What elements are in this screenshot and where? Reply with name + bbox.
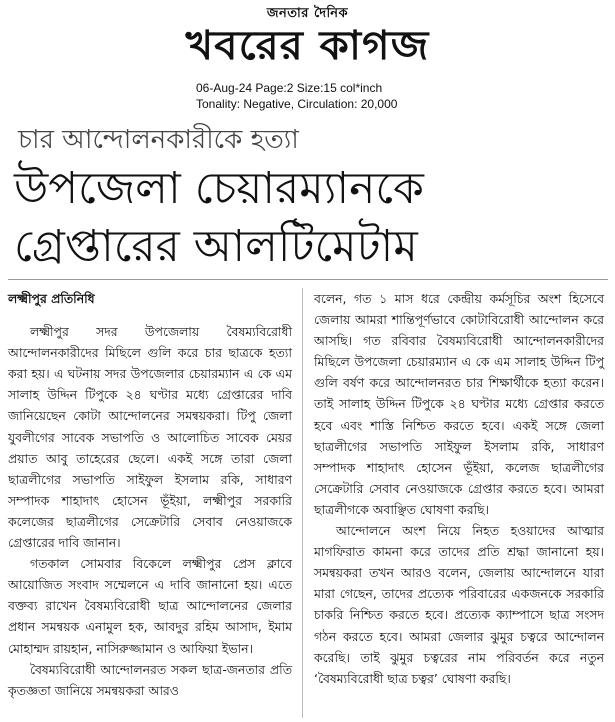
byline: লক্ষ্মীপুর প্রতিনিধি: [8, 291, 95, 306]
body-paragraph: গতকাল সোমবার বিকেলে লক্ষ্মীপুর প্রেস ক্লাবে আয়োজিত সংবাদ সম্মেলনে এ দাবি জানানো হয়। এতে বক্তব্য রাখেন বৈষম্যবিরোধী ছাত্র আন্দোলনের জেলার প্রধান সমন্বয়ক এনামুল হক, আবদুর রহিম আসাদ, ইমাম মোহাম্মদ রায়হান, নাসিরুজ্জামান ও আফিয়া ইভান।: [8, 556, 292, 656]
body-paragraph: লক্ষ্মীপুর সদর উপজেলায় বৈষম্যবিরোধী আন্দোলনকারীদের মিছিলে গুলি করে চার ছাত্রকে হত্যা করা হয়। এ ঘটনায় সদর উপজেলার চেয়ারম্যান এ কে এম সালাহ উদ্দিন টিপুকে ২৪ ঘণ্টার মধ্যে গ্রেপ্তারের দাবি জানিয়েছেন কোটা আন্দোলনের সমন্বয়করা। টিপু জেলা যুবলীগের সাবেক সভাপতি ও আলোচিত সাবেক মেয়র প্রয়াত আবু তাহেরের ছেলে। একই সঙ্গে তারা জেলা ছাত্রলীগের সভাপতি সাইফুল ইসলাম রকি, সাধারণ সম্পাদক শাহাদাৎ হোসেন ভূঁইয়া, লক্ষ্মীপুর সরকারি কলেজের ছাত্রলীগের সেক্রেটারি সেবাব নেওয়াজকে গ্রেপ্তারের দাবি জানান।: [8, 324, 292, 551]
headline-line-1: উপজেলা চেয়ারম্যানকে: [14, 163, 424, 214]
newspaper-tagline: জনতার দৈনিক: [266, 6, 349, 21]
clipping-meta: [196, 80, 397, 112]
meta-date-page-size: 06-Aug-24 Page:2 Size:15 col*inch: [196, 81, 383, 95]
masthead: [0, 0, 615, 116]
body-paragraph: বলেন, গত ১ মাস ধরে কেন্দ্রীয় কর্মসূচির অংশ হিসেবে জেলায় আমরা শান্তিপূর্ণভাবে কোটাবিরোধী আন্দোলন করে আসছি। গত রবিবার বৈষম্যবিরোধী আন্দোলনকারীদের মিছিলে উপজেলা চেয়ারম্যান এ কে এম সালাহ উদ্দিন টিপু গুলি বর্ষণ করে আন্দোলনরত চার শিক্ষার্থীকে হত্যা করেন। তাই সালাহ উদ্দিন টিপুকে ২৪ ঘণ্টার মধ্যে গ্রেপ্তার করতে হবে এবং শাস্তি নিশ্চিত করতে হবে। একই সঙ্গে জেলা ছাত্রলীগের সভাপতি সাইফুল ইসলাম রকি, সাধারণ সম্পাদক শাহাদাৎ হোসেন ভূঁইয়া, কলেজ ছাত্রলীগের সেক্রেটারি সেবাব নেওয়াজকে গ্রেপ্তার করতে হবে। আমরা ছাত্রলীগকে অবাঞ্ছিত ঘোষণা করছি।: [314, 291, 604, 517]
headline-divider: [8, 279, 608, 280]
body-paragraph: বৈষম্যবিরোধী আন্দোলনরত সকল ছাত্র-জনতার প্রতি কৃতজ্ঞতা জানিয়ে সমন্বয়করা আরও: [8, 661, 292, 698]
article-kicker: চার আন্দোলনকারীকে হত্যা: [18, 125, 299, 155]
article-headline: [14, 160, 604, 276]
newspaper-logo: খবরের কাগজ: [185, 23, 430, 69]
article-column-right: [314, 288, 604, 689]
column-divider: [302, 288, 303, 718]
body-paragraph: আন্দোলনে অংশ নিয়ে নিহত হওয়াদের আত্মার মাগফিরাত কামনা করে তাদের প্রতি শ্রদ্ধা জানানো হয়। সমন্বয়করা তখন আরও বলেন, জেলায় আন্দোলনে যারা মারা গেছেন, তাদের প্রত্যেক পরিবারের একজনকে সরকারি চাকরি নিশ্চিত করতে হবে। প্রত্যেক ক্যাম্পাসে ছাত্র সংসদ গঠন করতে হবে। আমরা জেলার ঝুমুর চত্বরে আন্দোলন করেছি। তাই ঝুমুর চত্বরের নাম পরিবর্তন করে নতুন ‘বৈষম্যবিরোধী ছাত্র চত্বর’ ঘোষণা করছি।: [314, 523, 604, 686]
article-column-left: [8, 288, 292, 701]
headline-line-2: গ্রেপ্তারের আলটিমেটাম: [14, 221, 418, 272]
meta-tonality-circulation: Tonality: Negative, Circulation: 20,000: [196, 97, 398, 111]
